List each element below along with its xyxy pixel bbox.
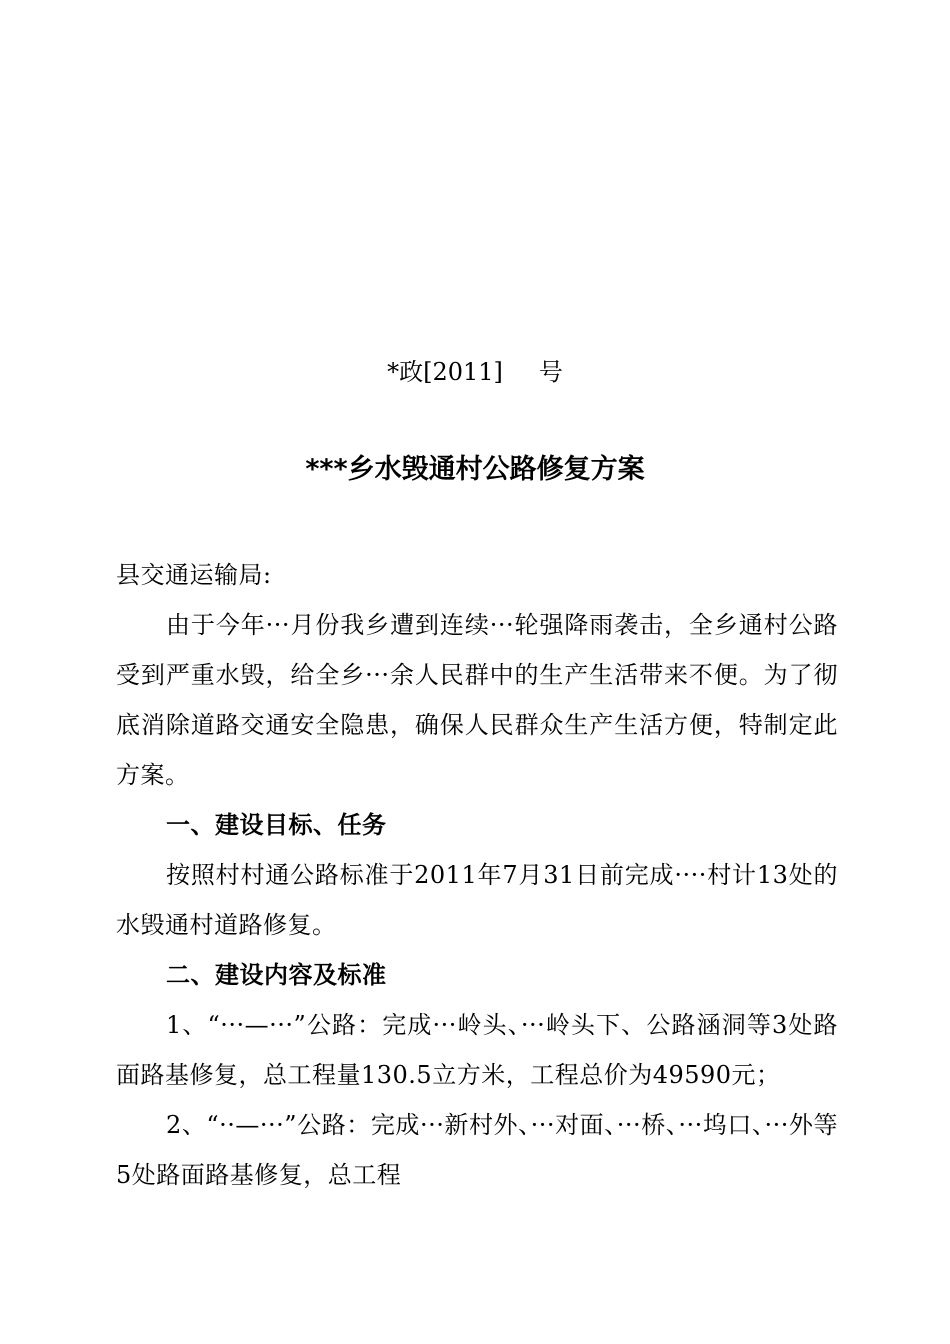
- section-2-heading: 二、建设内容及标准: [166, 961, 387, 989]
- document-number-code: *政[2011]: [387, 358, 503, 386]
- section-1-paragraph: 按照村村通公路标准于2011年7月31日前完成····村计13处的水毁通村道路修复。: [116, 861, 838, 939]
- section-1-heading: 一、建设目标、任务: [166, 811, 387, 839]
- document-body: [116, 550, 838, 1200]
- document-title: ***乡水毁通村公路修复方案: [305, 454, 645, 485]
- item-2-paragraph: 2、“··—···”公路：完成···新村外、···对面、···桥、···坞口、···外等5处路面路基修复，总工程: [116, 1111, 838, 1189]
- addressee: 县交通运输局:: [116, 561, 272, 589]
- document-number-suffix: 号: [538, 358, 563, 386]
- item-1-paragraph: 1、“···—···”公路：完成···岭头、···岭头下、公路涵洞等3处路面路基修复，总工程量130.5立方米，工程总价为49590元；: [116, 1011, 838, 1089]
- intro-paragraph: 由于今年···月份我乡遭到连续···轮强降雨袭击，全乡通村公路受到严重水毁，给全乡···余人民群中的生产生活带来不便。为了彻底消除道路交通安全隐患，确保人民群众生产生活方便，特制定此方案。: [116, 611, 838, 789]
- document-number: [0, 356, 950, 388]
